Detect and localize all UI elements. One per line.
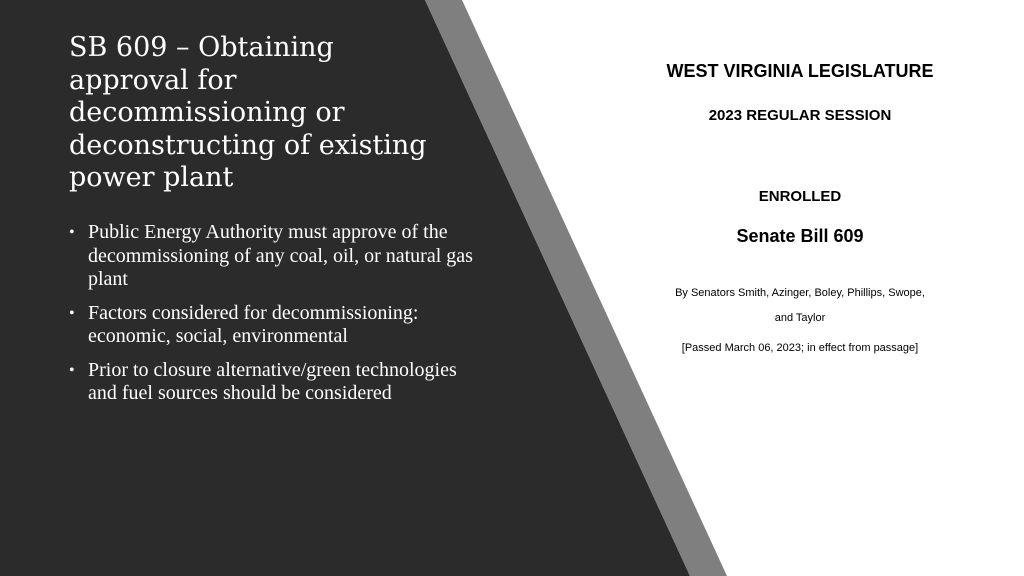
sponsors-line: By Senators Smith, Azinger, Boley, Phillips, Swope, bbox=[675, 287, 925, 299]
bullet-item bbox=[69, 302, 489, 349]
bullet-marker: • bbox=[69, 361, 75, 379]
bullet-text: Public Energy Authority must approve of the decommissioning of any coal, oil, or natural gas plant bbox=[88, 221, 473, 290]
bullet-text: Factors considered for decommissioning: economic, social, environmental bbox=[88, 301, 419, 347]
slide-title: SB 609 – Obtaining approval for decommissioning or deconstructing of existing power plant bbox=[69, 32, 427, 193]
sponsors-line-continued: and Taylor bbox=[774, 312, 826, 324]
bullet-text: Prior to closure alternative/green technologies and fuel sources should be considered bbox=[88, 358, 457, 404]
enrolled-label: ENROLLED bbox=[758, 188, 842, 205]
bill-name: Senate Bill 609 bbox=[736, 226, 864, 246]
session-heading: 2023 REGULAR SESSION bbox=[708, 107, 892, 124]
bullet-item bbox=[69, 221, 489, 292]
legislature-heading: WEST VIRGINIA LEGISLATURE bbox=[666, 61, 934, 81]
bullet-marker: • bbox=[69, 224, 75, 241]
passed-date: [Passed March 06, 2023; in effect from passage] bbox=[681, 342, 919, 354]
bullet-item bbox=[69, 359, 489, 406]
bullet-list bbox=[69, 221, 489, 416]
bullet-marker: • bbox=[69, 304, 75, 322]
